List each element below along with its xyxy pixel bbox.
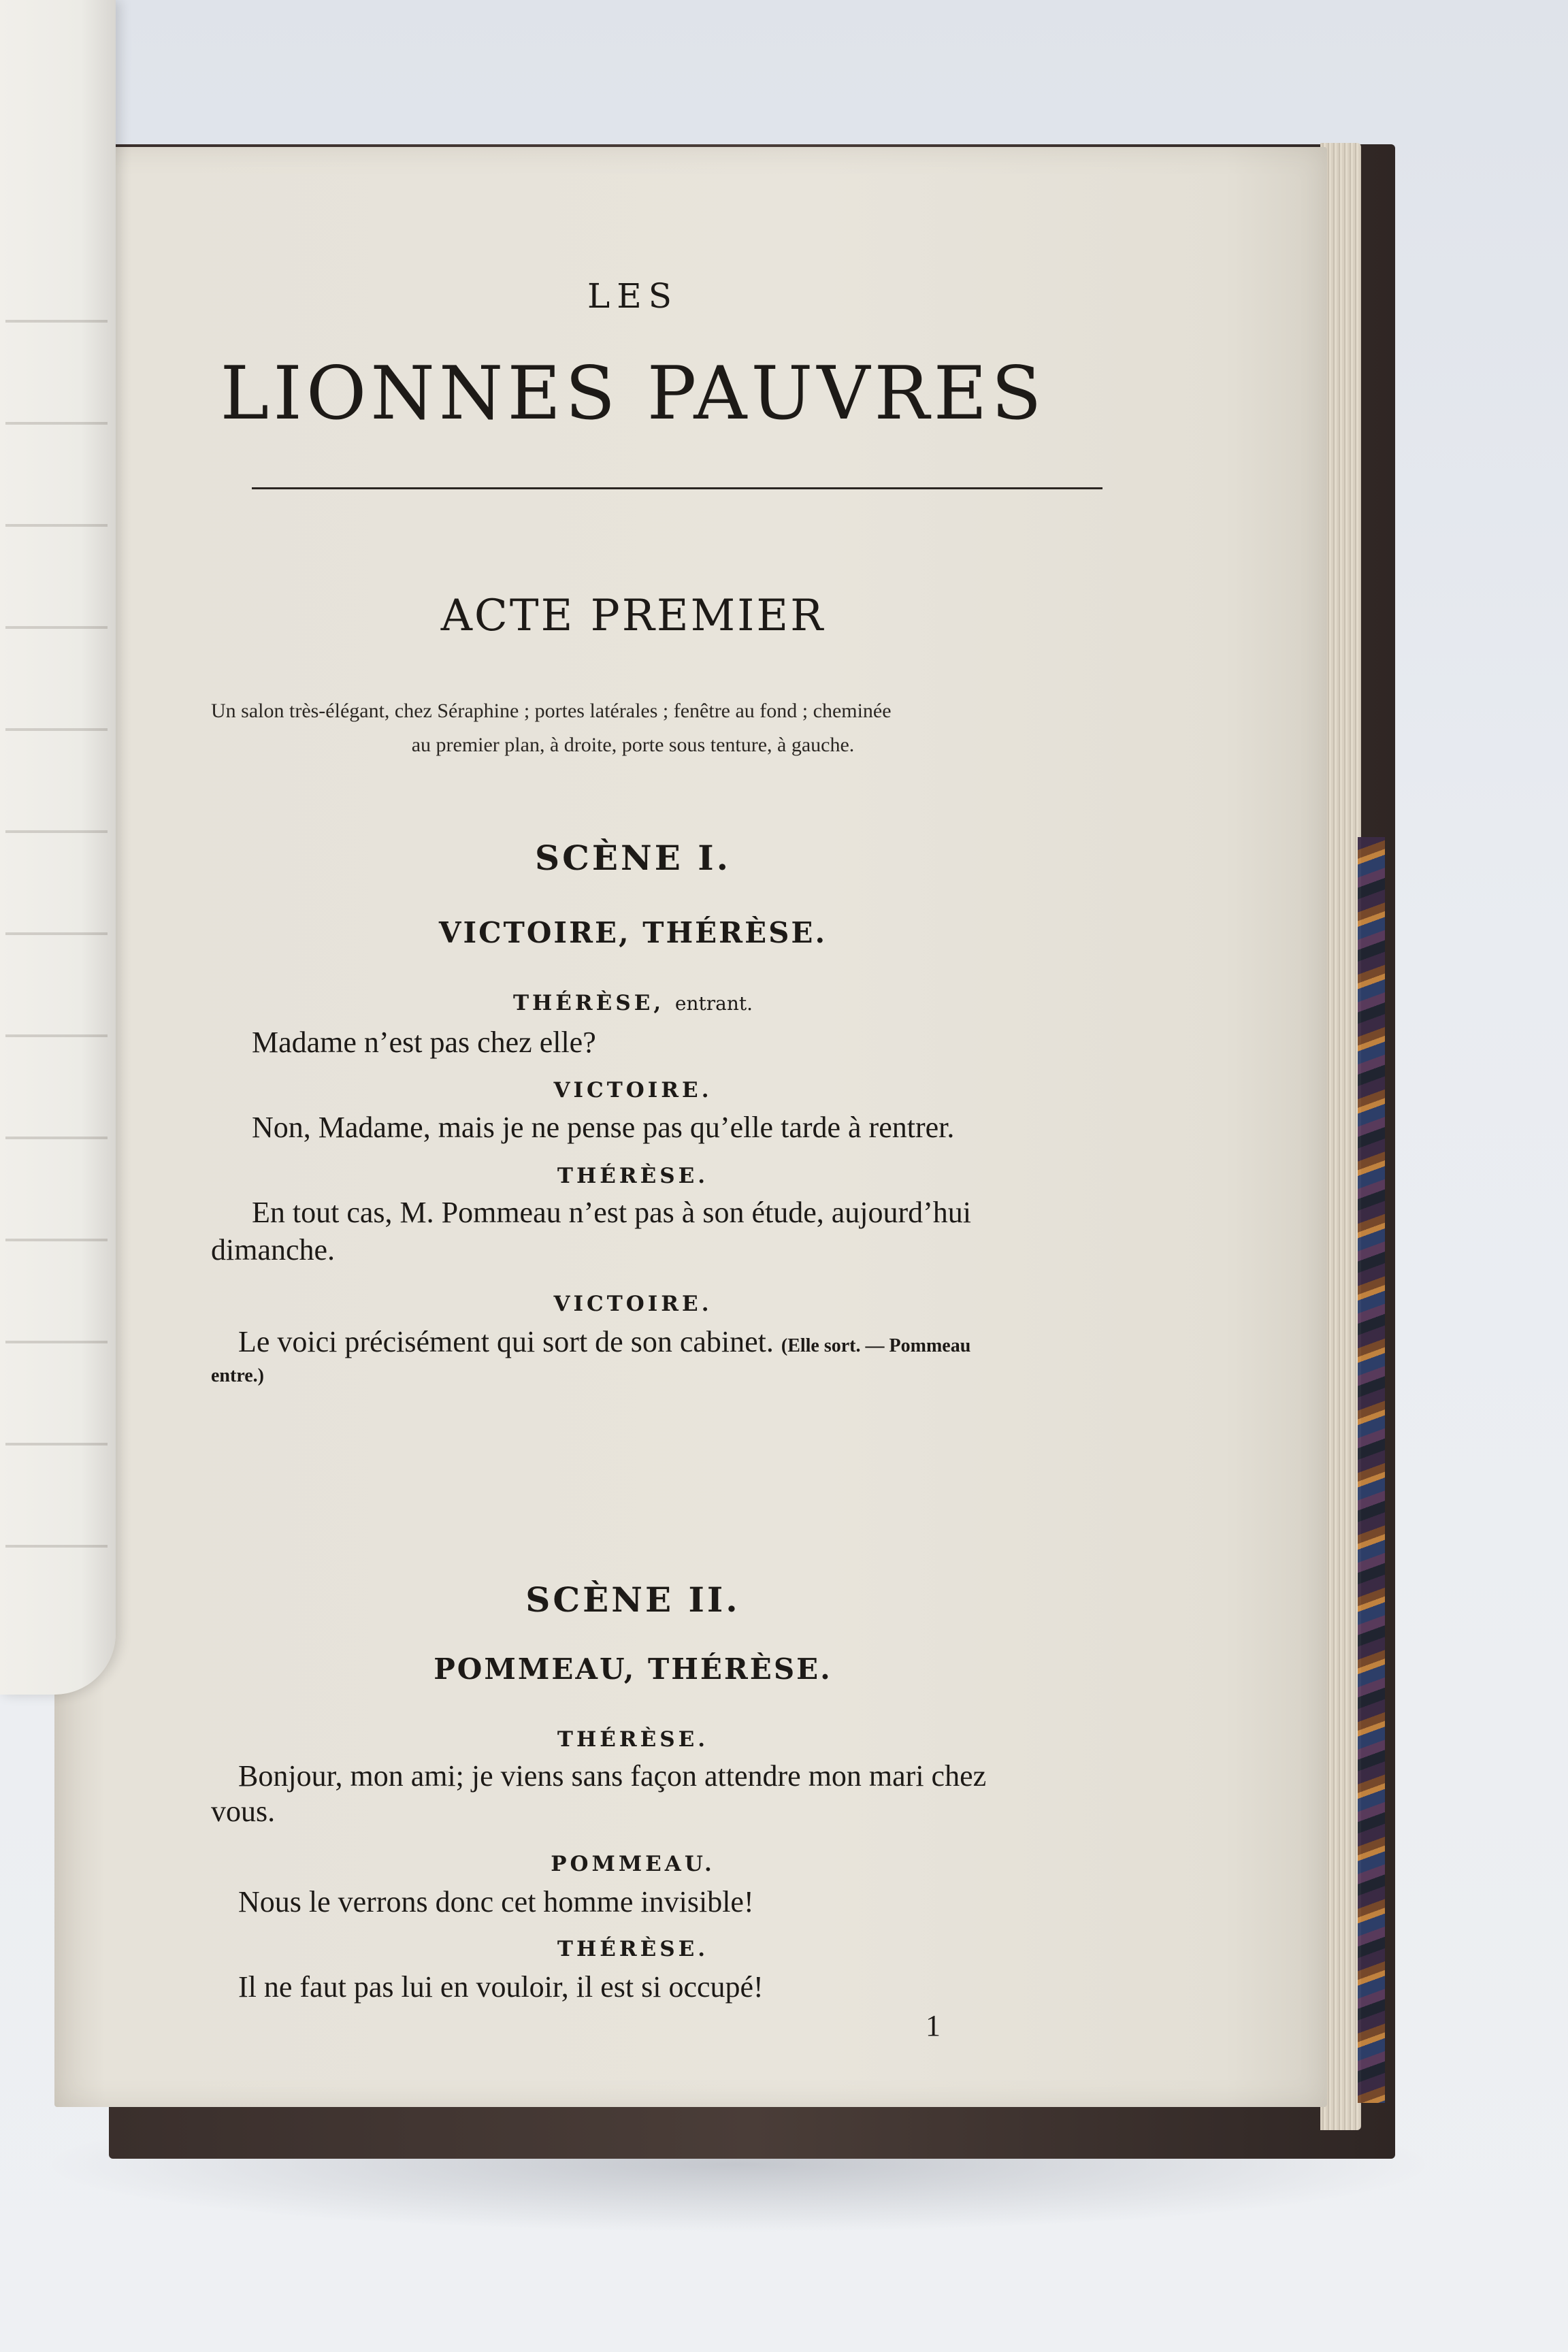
dialogue-line: Nous le verrons donc cet homme invisible! bbox=[238, 1885, 754, 1918]
marbled-endpaper bbox=[1358, 837, 1385, 2103]
left-page-text-bleed bbox=[5, 272, 108, 1565]
right-page bbox=[54, 147, 1327, 2107]
title-rule bbox=[252, 487, 1102, 489]
speaker-name: THÉRÈSE, bbox=[512, 991, 665, 1015]
speaker-label: THÉRÈSE. bbox=[557, 1727, 709, 1752]
page-text-block bbox=[170, 147, 1300, 2107]
speaker-label bbox=[170, 991, 1096, 1015]
speaker-label: VICTOIRE. bbox=[553, 1292, 713, 1316]
dialogue-line: Non, Madame, mais je ne pense pas qu’elle tarde à rentrer. bbox=[252, 1111, 955, 1144]
speaker-label: VICTOIRE. bbox=[553, 1078, 713, 1102]
dialogue-line: Bonjour, mon ami; je viens sans façon attendre mon mari chez bbox=[238, 1759, 987, 1793]
stage-direction: entre.) bbox=[211, 1365, 264, 1386]
left-page bbox=[0, 0, 116, 1695]
stage-direction: entrant. bbox=[674, 992, 753, 1015]
dialogue-line: vous. bbox=[211, 1795, 276, 1828]
dialogue-line: dimanche. bbox=[211, 1233, 336, 1267]
speaker-label: THÉRÈSE. bbox=[557, 1164, 709, 1188]
setting-description-line-2: au premier plan, à droite, porte sous tenture, à gauche. bbox=[411, 734, 855, 756]
page-number: 1 bbox=[926, 2009, 941, 2042]
stage-direction: (Elle sort. — Pommeau bbox=[781, 1335, 971, 1356]
speaker-label: POMMEAU. bbox=[551, 1852, 715, 1876]
dialogue-line: En tout cas, M. Pommeau n’est pas à son étude, aujourd’hui bbox=[252, 1196, 972, 1229]
act-heading: ACTE PREMIER bbox=[440, 591, 826, 641]
scene-1-heading: SCÈNE I. bbox=[534, 838, 732, 878]
title-small: LES bbox=[587, 276, 679, 316]
dialogue-text: Le voici précisément qui sort de son cabinet. bbox=[238, 1325, 774, 1358]
setting-description-line-1: Un salon très-élégant, chez Séraphine ; portes latérales ; fenêtre au fond ; cheminée bbox=[211, 700, 892, 722]
scene-2-characters: POMMEAU, THÉRÈSE. bbox=[434, 1652, 832, 1686]
page-title: LIONNES PAUVRES bbox=[220, 351, 1046, 436]
dialogue-line bbox=[238, 1324, 970, 1359]
scene-2-heading: SCÈNE II. bbox=[525, 1580, 740, 1620]
dialogue-line: Madame n’est pas chez elle? bbox=[252, 1026, 596, 1059]
dialogue-line: Il ne faut pas lui en vouloir, il est si occupé! bbox=[238, 1970, 764, 2004]
speaker-label: THÉRÈSE. bbox=[557, 1937, 709, 1961]
scene-1-characters: VICTOIRE, THÉRÈSE. bbox=[438, 916, 828, 949]
